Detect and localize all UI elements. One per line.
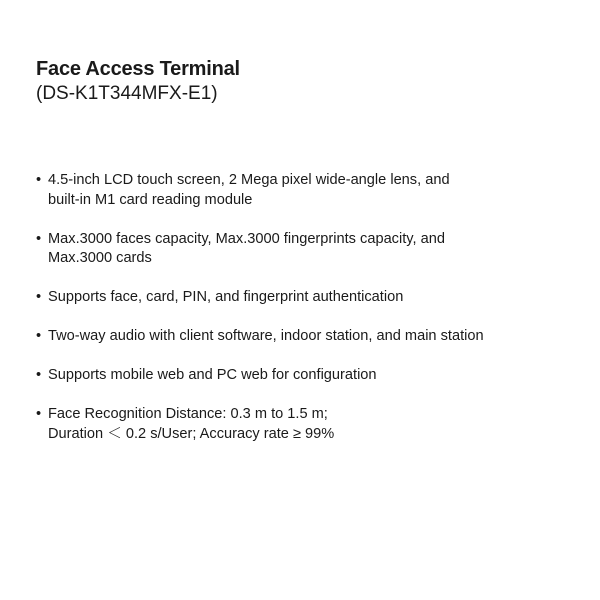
- feature-line: 4.5-inch LCD touch screen, 2 Mega pixel wide-angle lens, and: [48, 172, 450, 188]
- feature-item: [36, 327, 576, 347]
- product-header: [36, 56, 240, 106]
- bullet-icon: •: [36, 328, 42, 344]
- feature-line: Max.3000 faces capacity, Max.3000 fingerprints capacity, and: [48, 230, 445, 247]
- bullet-icon: •: [36, 367, 42, 383]
- feature-line: Duration ＜ 0.2 s/User; Accuracy rate ≥ 99%: [48, 425, 335, 442]
- feature-line: Supports mobile web and PC web for configuration: [48, 367, 377, 383]
- feature-line: Two-way audio with client software, indoor station, and main station: [48, 328, 484, 344]
- feature-line: Supports face, card, PIN, and fingerprint authentication: [48, 289, 404, 305]
- feature-item: [36, 366, 576, 386]
- feature-line: built-in M1 card reading module: [48, 191, 253, 208]
- bullet-icon: •: [36, 172, 42, 188]
- feature-item: [36, 171, 576, 210]
- bullet-icon: •: [36, 406, 42, 422]
- feature-list: [36, 171, 576, 464]
- feature-line: Face Recognition Distance: 0.3 m to 1.5 m;: [48, 406, 328, 422]
- feature-item: [36, 288, 576, 308]
- product-title: Face Access Terminal: [36, 58, 240, 80]
- feature-item: [36, 230, 576, 269]
- feature-item: [36, 405, 576, 444]
- feature-line: Max.3000 cards: [48, 250, 152, 266]
- bullet-icon: •: [36, 289, 42, 305]
- product-model: (DS-K1T344MFX-E1): [36, 83, 218, 104]
- bullet-icon: •: [36, 230, 42, 247]
